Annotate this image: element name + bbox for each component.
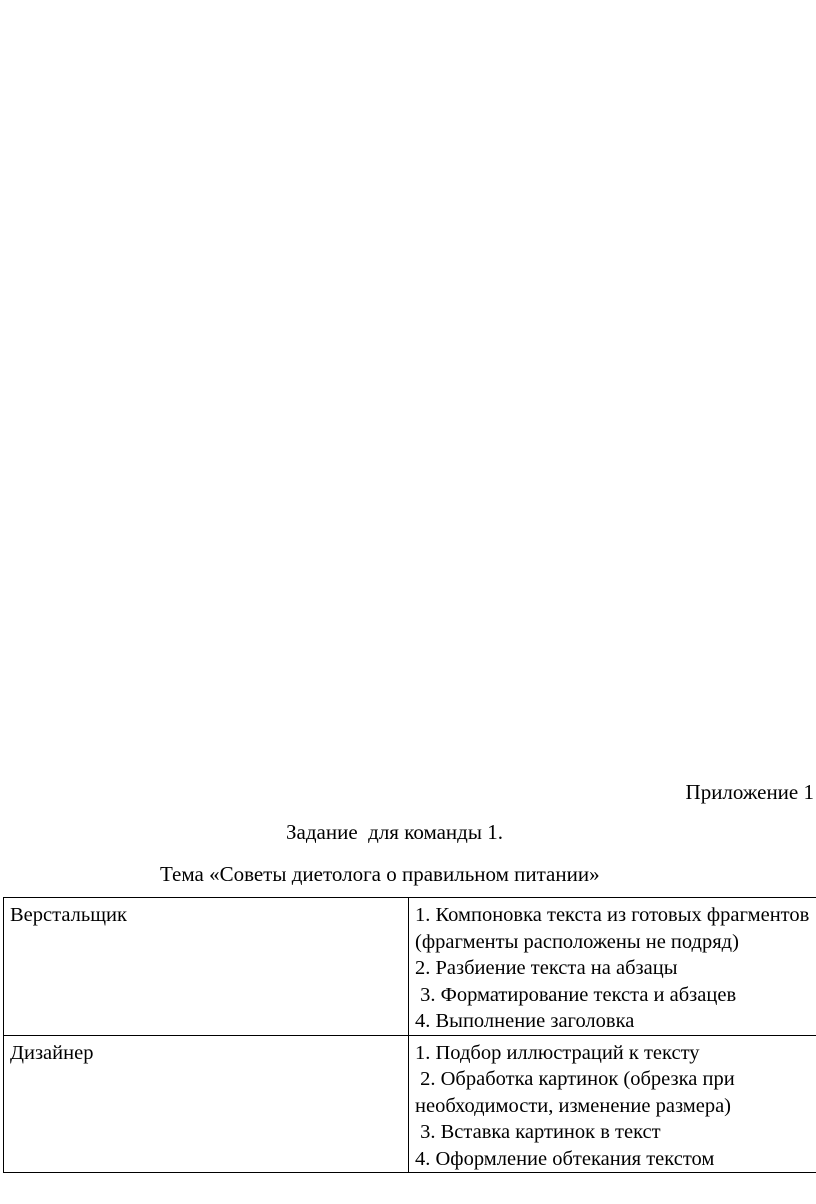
- task-item: 1. Подбор иллюстраций к тексту: [415, 1041, 700, 1064]
- task-item: 3. Форматирование текста и абзацев: [415, 983, 737, 1006]
- task-item: 3. Вставка картинок в текст: [415, 1121, 661, 1143]
- task-item: 4. Оформление обтекания текстом: [415, 1147, 715, 1170]
- role-cell: Дизайнер: [4, 1035, 409, 1173]
- table-row: [4, 898, 816, 1036]
- task-item: 1. Компоновка текста из готовых фрагментов (фрагменты расположены не подряд): [415, 904, 815, 953]
- task-item: 2. Разбиение текста на абзацы: [415, 957, 678, 979]
- topic-line: Тема «Советы диетолога о правильном питании»: [160, 862, 600, 886]
- tasks-cell: [409, 898, 816, 1036]
- task-title: Задание для команды 1.: [286, 820, 503, 844]
- roles-table: [3, 897, 816, 1173]
- task-item: 2. Обработка картинок (обрезка при необходимости, изменение размера): [415, 1068, 740, 1117]
- appendix-label: Приложение 1: [685, 780, 814, 804]
- task-item: 4. Выполнение заголовка: [415, 1010, 635, 1032]
- table-row: [4, 1035, 816, 1173]
- tasks-cell: [409, 1035, 816, 1173]
- role-cell: Верстальщик: [4, 898, 409, 1036]
